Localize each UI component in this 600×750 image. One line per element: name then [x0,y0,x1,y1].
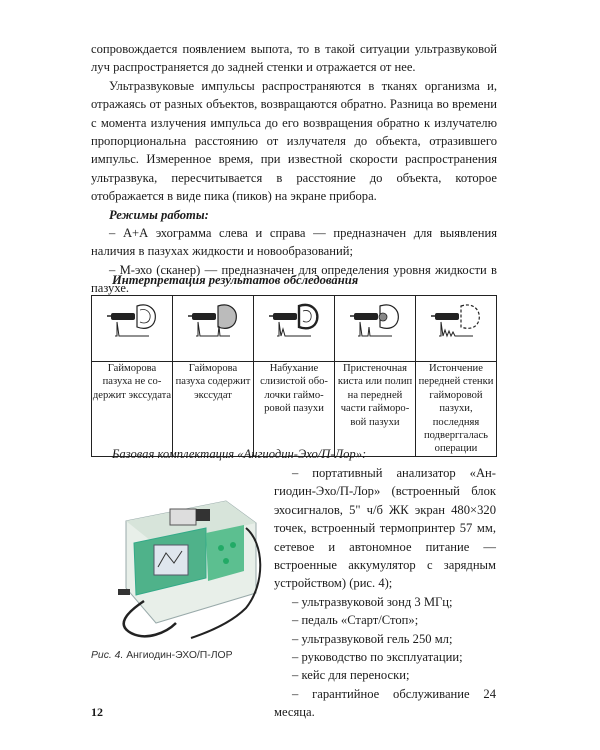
figure-caption-text: Ангиодин-ЭХО/П-ЛОР [126,650,233,661]
modes-heading: Режимы работы: [109,207,209,222]
table-row-captions [92,362,497,457]
kit-list [274,464,496,722]
sinus-diagram-2 [173,296,254,362]
mode-item-aa: – А+А эхограмма слева и справа — предназначен для выявления наличия в пазухах жидкости и новообразований; [91,226,497,259]
list-item: – портативный анализатор «Ангиодин-Эхо/П-Лор» (встроенный блок эхосигналов, 5" ч/б ЖК экран 480×320 точек, встроенный термопринтер 57 мм, сетевое и автономное питание — встроенные аккумулятор с зарядным устройством) (рис. 4); [274,466,496,591]
sinus-diagram-1 [92,296,173,362]
body-text [91,40,497,298]
list-item: – ультразвуковой гель 250 мл; [292,631,453,646]
page-number: 12 [91,705,103,719]
list-item: – ультразвуковой зонд 3 МГц; [292,594,453,609]
sinus-echo-icon [259,296,329,356]
mode-item-m-echo: – М-эхо (сканер) — предназначен для определения уровня жидкости в пазухе. [91,262,497,296]
figure-caption [91,650,233,661]
paragraph-continuation: сопровождается появлением выпота, то в такой ситуации ультразвуковой луч распространяется до задней стенки и отражается от нее. [91,42,497,75]
table-row-images [92,296,497,362]
table-cell: Гайморова пазуха содержит экссудат [173,362,254,457]
interpretation-title: Интерпретация результатов обследования [112,273,359,287]
interpretation-table [91,295,497,457]
sinus-echo-icon [421,296,491,356]
list-item: – гарантийное обслуживание 24 месяца. [274,686,496,720]
sinus-diagram-3 [254,296,335,362]
table-cell: Гайморова пазуха не содержит экссудата [92,362,173,457]
table-cell: Истончение передней стенки гайморовой пазухи, последняя подверггалась операции [416,362,497,457]
table-cell: Набухание слизистой оболочки гайморовой пазухи [254,362,335,457]
paragraph-ultrasound: Ультразвуковые импульсы распространяются в тканях организма и, отражаясь от разных объектов, возвращаются обратно. Разница во времени с момента излучения импульса до его возвращения обратно к излучателю пропорциональна расстоянию от излучателя до объекта, отразившего импульс. Измеренное время, при известной скорости распространения ультразвука, пересчитывается в расстояние до объекта, которое отображается в виде пика (пиков) на экране прибора. [91,78,497,204]
sinus-echo-icon [97,296,167,356]
list-item: – руководство по эксплуатации; [292,650,463,665]
sinus-diagram-5 [416,296,497,362]
list-item: – педаль «Старт/Стоп»; [292,613,419,628]
list-item: – кейс для переноски; [292,668,410,683]
figure-label: Рис. 4. [91,650,124,661]
sinus-echo-icon [178,296,248,356]
kit-title: Базовая комплектация «Ангиодин-Эхо/П-Лор»: [112,447,367,461]
table-cell: Пристеночная киста или полип на передней части гайморовой пазухи [335,362,416,457]
device-photo [96,493,271,648]
sinus-echo-icon [340,296,410,356]
sinus-diagram-4 [335,296,416,362]
